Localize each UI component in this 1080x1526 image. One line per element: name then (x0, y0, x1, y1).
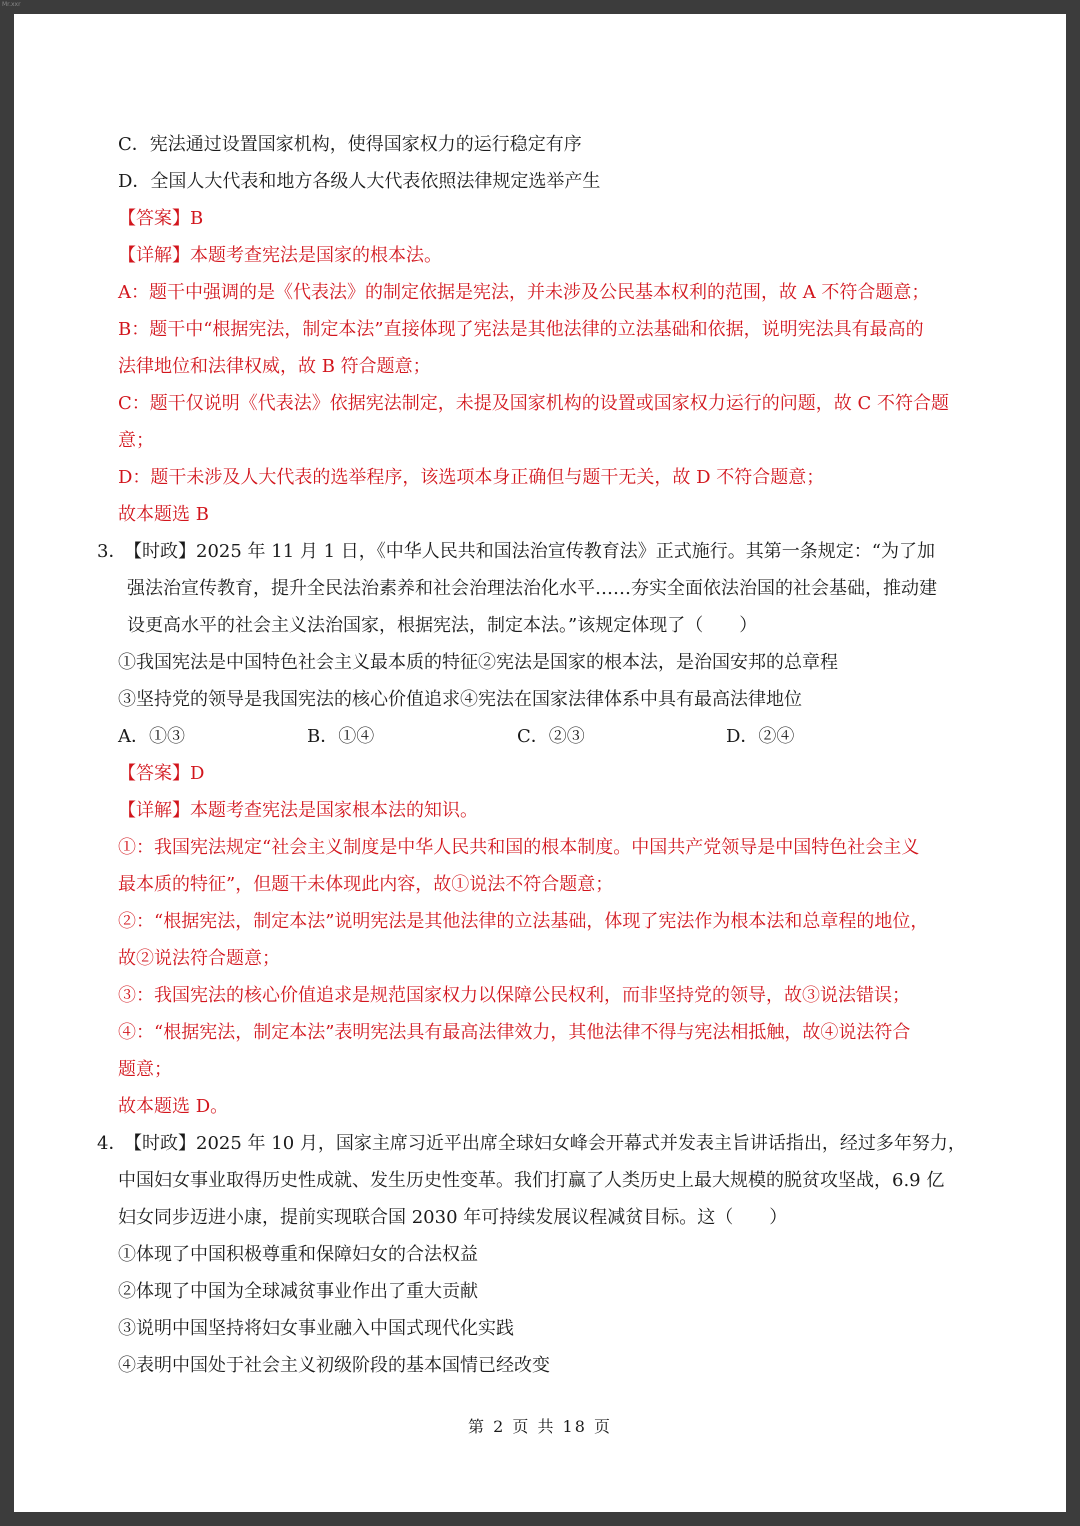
q2-explain-a: A：题干中强调的是《代表法》的制定依据是宪法，并未涉及公民基本权利的范围，故 A 不符合题意； (118, 282, 930, 303)
q3-option-a: A．①③ (118, 726, 185, 747)
q3-explain-1: ①：我国宪法规定“社会主义制度是中华人民共和国的根本制度。中国共产党领导是中国特色社会主义 (118, 837, 920, 858)
q3-option-d: D．②④ (726, 726, 795, 747)
q4-stem-line3: 妇女同步迈进小康，提前实现联合国 2030 年可持续发展议程减贫目标。这（ ） (118, 1207, 788, 1228)
q2-explain-b: B：题干中“根据宪法，制定本法”直接体现了宪法是其他法律的立法基础和依据，说明宪法具有最高的 (118, 319, 924, 340)
q3-option-c: C．②③ (517, 726, 585, 747)
q4-statement-2: ②体现了中国为全球减贫事业作出了重大贡献 (118, 1281, 478, 1302)
q3-explain-2-cont: 故②说法符合题意； (118, 948, 280, 969)
q2-final: 故本题选 B (118, 504, 209, 525)
q2-explain-d: D：题干未涉及人大代表的选举程序，该选项本身正确但与题干无关，故 D 不符合题意； (118, 467, 825, 488)
q2-explain-c-cont: 意； (118, 430, 154, 451)
q3-statement-3-4: ③坚持党的领导是我国宪法的核心价值追求④宪法在国家法律体系中具有最高法律地位 (118, 689, 802, 710)
q4-stem-line1: 【时政】2025 年 10 月，国家主席习近平出席全球妇女峰会开幕式并发表主旨讲话指出，经过多年努力， (124, 1133, 966, 1154)
q3-explain-3: ③：我国宪法的核心价值追求是规范国家权力以保障公民权利，而非坚持党的领导，故③说法错误； (118, 985, 910, 1006)
q3-final: 故本题选 D。 (118, 1096, 229, 1117)
q2-explain-c: C：题干仅说明《代表法》依据宪法制定，未提及国家机构的设置或国家权力运行的问题，故 C 不符合题 (118, 393, 949, 414)
page-footer: 第 2 页 共 18 页 (468, 1417, 612, 1436)
q3-explain-2: ②：“根据宪法，制定本法”说明宪法是其他法律的立法基础，体现了宪法作为根本法和总章程的地位， (118, 911, 929, 932)
q3-explain-1-cont: 最本质的特征”，但题干未体现此内容，故①说法不符合题意； (118, 874, 614, 895)
q3-stem-line2: 强法治宣传教育，提升全民法治素养和社会治理法治化水平……夯实全面依法治国的社会基础，推动建 (127, 578, 937, 599)
q3-explain-4-cont: 题意； (118, 1059, 172, 1080)
corner-watermark: Mr.xxr (2, 1, 21, 8)
q4-number: 4． (97, 1133, 127, 1154)
q2-detail: 【详解】本题考查宪法是国家的根本法。 (118, 245, 442, 266)
q4-statement-4: ④表明中国处于社会主义初级阶段的基本国情已经改变 (118, 1355, 550, 1376)
q3-stem-line3: 设更高水平的社会主义法治国家，根据宪法，制定本法。”该规定体现了（ ） (127, 615, 758, 636)
q3-explain-4: ④：“根据宪法，制定本法”表明宪法具有最高法律效力，其他法律不得与宪法相抵触，故④说法符合 (118, 1022, 911, 1043)
q2-answer: 【答案】B (118, 208, 204, 229)
q3-detail: 【详解】本题考查宪法是国家根本法的知识。 (118, 800, 478, 821)
q4-statement-3: ③说明中国坚持将妇女事业融入中国式现代化实践 (118, 1318, 514, 1339)
q4-statement-1: ①体现了中国积极尊重和保障妇女的合法权益 (118, 1244, 478, 1265)
q3-number: 3． (97, 541, 127, 562)
q3-answer: 【答案】D (118, 763, 205, 784)
q2-option-d: D．全国人大代表和地方各级人大代表依照法律规定选举产生 (118, 171, 601, 192)
q2-explain-b-cont: 法律地位和法律权威，故 B 符合题意； (118, 356, 431, 377)
document-page (14, 14, 1066, 1512)
q2-option-c: C．宪法通过设置国家机构，使得国家权力的运行稳定有序 (118, 134, 582, 155)
q3-stem-line1: 【时政】2025 年 11 月 1 日，《中华人民共和国法治宣传教育法》正式施行。其第一条规定：“为了加 (124, 541, 935, 562)
q4-stem-line2: 中国妇女事业取得历史性成就、发生历史性变革。我们打赢了人类历史上最大规模的脱贫攻坚战，6.9 亿 (118, 1170, 945, 1191)
q3-option-b: B．①④ (307, 726, 375, 747)
q3-statement-1-2: ①我国宪法是中国特色社会主义最本质的特征②宪法是国家的根本法，是治国安邦的总章程 (118, 652, 838, 673)
